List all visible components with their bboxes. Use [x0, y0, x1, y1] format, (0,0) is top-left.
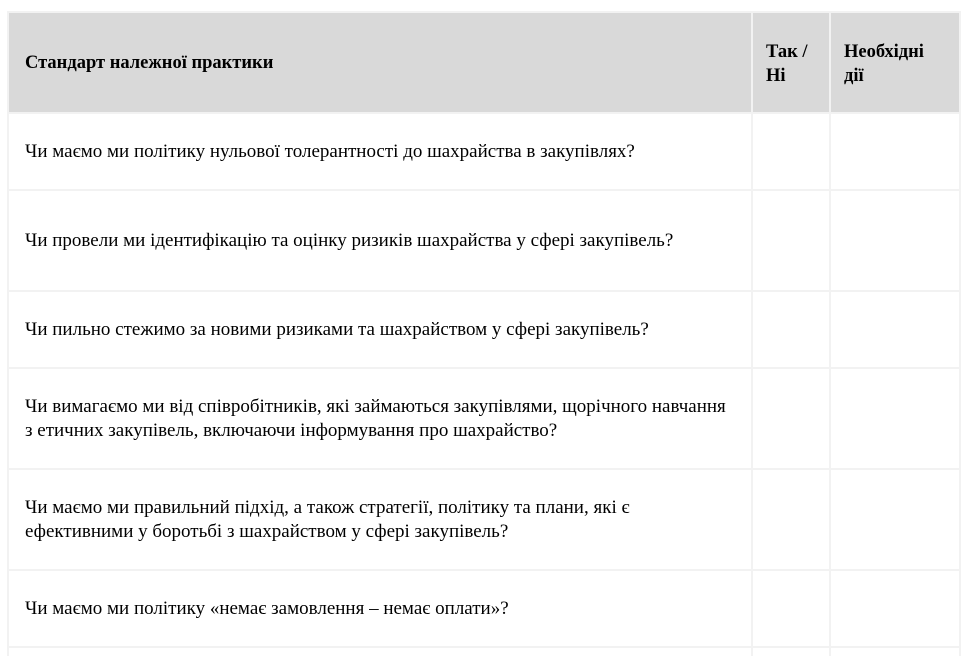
table-row — [8, 368, 960, 469]
yes-no-cell[interactable] — [752, 469, 830, 570]
question-cell — [8, 647, 752, 656]
question-cell: Чи маємо ми політику нульової толерантності до шахрайства в закупівлях? — [8, 113, 752, 190]
actions-cell[interactable] — [830, 570, 960, 647]
table-row — [8, 469, 960, 570]
good-practice-checklist-table — [7, 11, 961, 656]
header-yes-no: Так / Ні — [752, 12, 830, 113]
question-cell: Чи пильно стежимо за новими ризиками та шахрайством у сфері закупівель? — [8, 291, 752, 368]
yes-no-cell[interactable] — [752, 647, 830, 656]
question-cell: Чи провели ми ідентифікацію та оцінку ризиків шахрайства у сфері закупівель? — [8, 190, 752, 291]
table-header — [8, 12, 960, 113]
actions-cell[interactable] — [830, 647, 960, 656]
yes-no-cell[interactable] — [752, 113, 830, 190]
actions-cell[interactable] — [830, 368, 960, 469]
yes-no-cell[interactable] — [752, 291, 830, 368]
actions-cell[interactable] — [830, 469, 960, 570]
header-actions: Необхідні дії — [830, 12, 960, 113]
question-cell: Чи вимагаємо ми від співробітників, які займаються закупівлями, щорічного навчання з етичних закупівель, включаючи інформування про шахрайство? — [8, 368, 752, 469]
table-row — [8, 647, 960, 656]
table-row — [8, 190, 960, 291]
header-standard: Стандарт належної практики — [8, 12, 752, 113]
yes-no-cell[interactable] — [752, 368, 830, 469]
table-row — [8, 570, 960, 647]
table-row — [8, 113, 960, 190]
actions-cell[interactable] — [830, 113, 960, 190]
header-row — [8, 12, 960, 113]
question-cell: Чи маємо ми правильний підхід, а також стратегії, політику та плани, які є ефективними у боротьбі з шахрайством у сфері закупівель? — [8, 469, 752, 570]
yes-no-cell[interactable] — [752, 190, 830, 291]
actions-cell[interactable] — [830, 190, 960, 291]
actions-cell[interactable] — [830, 291, 960, 368]
table-body — [8, 113, 960, 656]
question-cell: Чи маємо ми політику «немає замовлення – немає оплати»? — [8, 570, 752, 647]
table-row — [8, 291, 960, 368]
yes-no-cell[interactable] — [752, 570, 830, 647]
